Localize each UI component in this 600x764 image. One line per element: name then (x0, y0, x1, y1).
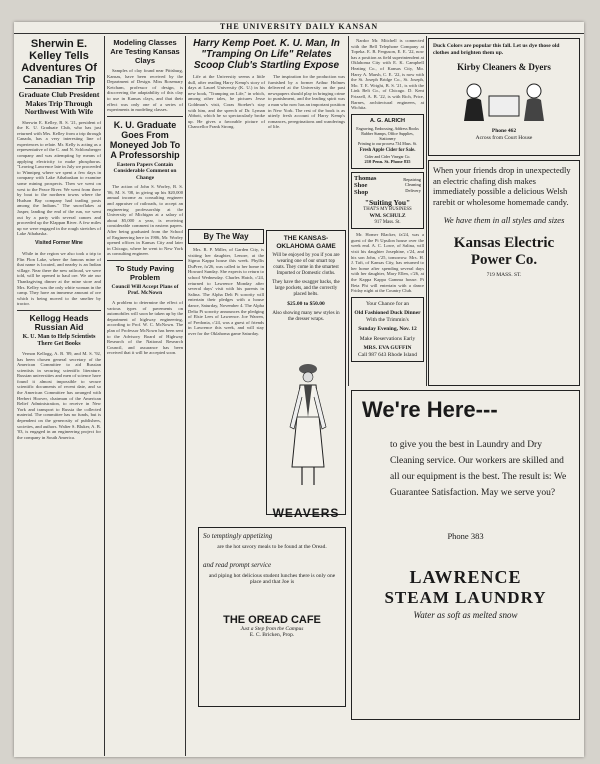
kelley-headline: Sherwin E. Kelley Tells Adventures Of Canadian Trip (21, 38, 97, 86)
kirby-name: Kirby Cleaners & Dyers (457, 62, 551, 72)
kelley-subhead-2: Visited Former Mine (35, 239, 83, 246)
shoe-name-2: Shoe (354, 181, 368, 189)
duck-dinner-line-1: Old Fashioned Duck Dinner (354, 310, 421, 317)
shoe-name-1: Thomas (354, 174, 377, 182)
paving-headline: To Study Paving Problem (115, 263, 175, 282)
weavers-name (266, 504, 346, 522)
shoe-suiting: "Suiting You" (364, 197, 411, 207)
cafe-line-2: and read prompt service (203, 560, 272, 569)
worley-headline: K. U. Graduate Goes From Moneyed Job To A Professorship (109, 119, 181, 160)
column-1 (17, 38, 101, 756)
duck-dinner-line-3: Sunday Evening, Nov. 12 (358, 326, 417, 333)
cafe-body-1: are the hot savory meals to be found at the Oread. (217, 544, 327, 550)
kirby-address: Across from Court House (475, 134, 533, 141)
alrich-ad (351, 114, 424, 169)
newspaper-page (14, 22, 584, 757)
kemp-headline: Harry Kemp Poet. K. U. Man, In "Tramping On Life" Relates Scoop Club's Startling Expose (193, 38, 340, 71)
electric-address: 719 MASS. ST. (486, 272, 522, 278)
by-the-way (188, 229, 264, 501)
weavers-price: $25.00 to $50.00 (287, 301, 325, 307)
shoe-business: THAT'S MY BUSINESS (363, 206, 412, 212)
laundry-body: to give you the best in Laundry and Dry Cleaning service. Our workers are skilled and all our equipment is the best. The result is: We Guarantee Satisfaction. May we serve you? (390, 440, 567, 498)
kelley-body-2: While in the region we also took a trip to Flin Flon Lake, where the famous mine of that name is located, and nearby is an Indian village. Near there the new railroad, we were told, will be opened to haul ore. We ate our Thanksgiving dinner at the mine store and Mrs. Kelley was the only white woman in the camp. They have an immense amount of ore which is being moved to the smelter by tractor. (17, 250, 101, 307)
kellogg-headline: Kellogg Heads Russian Aid (29, 312, 89, 332)
electric-tag: We have them in all styles and sizes (443, 215, 565, 225)
shoe-owner: WM. SCHULZ (369, 213, 406, 220)
laundry-tag: Water as soft as melted snow (413, 610, 518, 620)
weavers-body-3: Also showing many new styles in the dresser wraps. (272, 310, 340, 322)
alrich-line-1: Engraving, Embossing, Address Books (356, 125, 419, 131)
cafe-sub-1: Just a Step from the Campus (240, 625, 304, 632)
weavers-title: THE KANSAS-OKLAHOMA GAME (276, 235, 336, 250)
duck-dinner-line-4: Make Reservations Early (359, 335, 416, 342)
shoe-cleaning: Cleaning (404, 182, 421, 188)
weavers-body-2: They have the swagger backs, the large pockets, and the correctly placed belts. (272, 280, 340, 297)
by-the-way-body: Mrs. R. P. Miller, of Garden City, is visiting her daughter, Lenore, at the Sigma Kappa house this week. Phyllis DuPree, fa'26, was called to her home in Howard Sunday. She expects to return to school Wednesday. Charles Hatch, c'24, returned to Lawrence Monday after several days' visit with his parents in Salina. The Alpha Delt Pi sorority will entertain their pledges with a house dance, Saturday, November 4. The Alpha Delta Pi sorority announces the pledging of Elsie Lees of Lawrence. Joe Warren, of Fredonia, c'24, was a guest of friends in Lawrence this week, and will stay over for the Oklahoma game Saturday. (188, 247, 264, 336)
kirby-phone: Phone 462 (491, 128, 517, 134)
column-2 (107, 38, 183, 756)
laundry-phone: Phone 383 (447, 531, 484, 541)
kirby-cleaners-ad (428, 38, 580, 156)
column-4 (351, 38, 424, 386)
duck-dinner-title: Your Chance for an (366, 300, 409, 307)
oread-cafe-ad (198, 527, 346, 707)
cafe-name: THE OREAD CAFE (223, 613, 321, 626)
shoe-delivery: Delivery (405, 187, 421, 193)
cleaners-illustration (454, 76, 554, 126)
weavers-body: Will be enjoyed by you if you are wearing one of our smart top coats. They come in the smartest Imported or Domestic cloths. (272, 253, 340, 276)
by-the-way-title: By The Way (203, 232, 249, 241)
kemp-body-a: Life at the University seems a little dull, after reading Harry Kemp's story of days at Laurel University (K. U.) in his new book, "Tramping on Life," in which, among other tales, he pictures Jesse Goldman's visit, Coras Stoeker's stay with him, and the speech of Dr. Lyman Abbott, which he so spectacularly broke up. He gives a favorable picture of Chancellor Frank Strong. (188, 74, 265, 130)
coat-illustration (278, 357, 342, 492)
alrich-line-2: Rubber Stamps, Office Supplies, Stationery (361, 130, 414, 141)
cider-line-5: Cider and Cider Vinegar Co. (364, 154, 411, 160)
kirby-line-1: Duck Colors are popular this fall. Let us dye those old clothes and brighten them up. (433, 43, 560, 56)
shoe-address: 917 Mass. St. (374, 219, 401, 225)
weavers-name-text: WEAVERS (272, 506, 340, 520)
shoe-repairing: Repairing (403, 176, 421, 182)
duck-dinner-address: Call 987 643 Rhode Island (358, 351, 417, 358)
duck-dinner-ad (351, 297, 424, 363)
kelley-body: Sherwin E. Kelley, B. S. '21, president of the K. U. Graduate Club, who has just returned with Mrs. Kelley from a trip through Canada, has a very interesting line of experiences to relate. Mr. Kelly is acting as a representative of the C. and N. Schlossberger company and was attempting by means of applying electricity to make phosphorus. "Leaving Lawrence late in July we proceeded to Winnipeg where we spent a few days in company with Lake Athabaskan to examine some mining prospects. Then we went on west to the Peace River. We went from there by boat to the northern towns where the Hudson Bay company had trading posts among the Indians." The snowflakes at Jasper, landing the end of the run, we went out by a party with several canoes and proceeded up the Klappan River. A few miles up we were engaged in the rough stretches of Lake Athabaska. (17, 119, 101, 237)
laundry-name-1: LAWRENCE (409, 567, 522, 587)
electric-name-1: Kansas Electric (453, 235, 555, 251)
clay-headline: Modeling Classes Are Testing Kansas Clays (110, 38, 180, 65)
shoe-name-3: Shop (354, 188, 369, 196)
worley-subhead: Eastern Papers Contain Considerable Comment on Change (113, 161, 177, 181)
cider-line-4: Fresh Apple Cider for Sale. (359, 147, 416, 153)
laundry-ad (351, 390, 580, 720)
masthead: THE UNIVERSITY DAILY KANSAN (14, 22, 584, 34)
electric-name-2: Power Co. (470, 252, 538, 268)
cafe-line-1: So temptingly appetizing (203, 532, 273, 540)
kemp-body-b: The inspiration for the production was furnished by a former Arthur Holmes delivered at the University on the past newspapers should play in bringing crime to punishment, and the leading spirit was a man who now has an important position in New York. The rest of the book is as utterly fresh account of Harry Kemp's romances, peregrinations and wanderings of life. (268, 74, 345, 130)
kelley-subhead: Graduate Club President Makes Trip Through Northwest With Wife (18, 90, 100, 116)
worley-body: The action of John S. Worley, B. S. '06, M. S. '08, in giving up his $20,000 annual income as consulting engineer and appraiser of railroads, to accept an engineering professorship at the University of Michigan at a salary of about $5,000 a year, is receiving considerable comment in eastern papers. After being graduated from the School of Engineering here in 1906, Mr. Worley opened offices in Kansas City and later in Chicago, where he went to New York as consulting engineer. (107, 184, 183, 257)
cafe-body-2: and piping hot delicious student lunches there is only one place and that Joe is (208, 572, 336, 585)
kellogg-body: Vernon Kellogg, A. B. '89, and M. S. '92, has been chosen general secretary of the American Committee to aid Russian scientists in securing scientific literature. Russian universities and men of science have found it almost impossible to secure scientific documents of recent date, and so the American Committee has arranged with Herbert Hoover, chairman of the American Relief Administration, to receive in New York and transport to Russia the collected material. The committee has no funds, but is dependent on the generosity of publishers, societies, and authors. Walter S. Bluker, A. B. '03, is engaged in an engineering project for the company in South America. (17, 350, 101, 440)
thomas-shoe-ad (351, 172, 424, 230)
electric-body: When your friends drop in unexpectedly an electric chafing dish makes immediately possible a delicious Welsh rarebit or wholesome homemade candy. (433, 165, 571, 207)
cafe-sub-2: E. C. Bricken, Prop. (249, 632, 295, 638)
cider-line-6: 210 Penn. St. Phone 835 (364, 159, 411, 165)
paving-subhead: Council Will Accept Plans of Prof. McNown (111, 283, 179, 297)
alrich-line-3: Printing to our process 734 Mass. St. (357, 140, 418, 146)
kemp-story (188, 38, 345, 226)
society-notes: Mr. Homer Blacker, fa'24, was a guest of the Pi Upsilon house over the week end. A. C. Lowe, of Salina, will visit his daughter Josephine, c'24, and his son John, c'25, tomorrow. Mrs. H. J. Taft, of Kansas City, has returned to her home after spending several days with her daughter, Mary Ellen, c'26, at the Kappa Kappa Gamma house. Pi Beta Phi will entertain with a dance Friday night at the Country Club. (351, 232, 424, 294)
laundry-name-2: STEAM LAUNDRY (384, 588, 547, 607)
kansas-electric-ad (428, 160, 580, 386)
kellogg-subhead: K. U. Man to Help Scientists There Get Books (22, 333, 96, 347)
paving-body: A problem to determine the effect of various types of pavements on automobiles will soon be taken up by the department of highway engineering, according to Prof. W. C. McNown. The plan of Professor McNown has been sent to the Advisory Board of Highway Research of the National Research Council, and assurance has been received that it will be accepted soon. (107, 299, 183, 356)
duck-dinner-name: MRS. EVA GUFFIN (363, 345, 412, 352)
laundry-title: We're Here--- (362, 397, 498, 422)
clay-body: Samples of clay found near Pittsburg, Kansas, have been received by the Department of Design. Miss Rosemary Ketcham, professor of design, is discovering the adaptability of this clay to use in Kansas clays, and that their effect was only one of a series of experiments in modeling classes. (107, 68, 183, 113)
alumni-notes: Nardor Mr. Mitchell is connected with the Bell Telephone Company at Topeka. E. B. Ferguson, E. E. '22, now has a position as field superintendent at Oklahoma City with E. K. Campbell Heating Co., of Kansas City, Mo. Harry A. Marsh, C. E. '22, is now with the St. Joseph Bridge Co., St. Joseph, Mo. T. E. Wright, B. S. '21, is with the Link Belt Co., of Chicago. D. Kent Frizzell, A. B. '22, is with Rich, Price, Barnes, architectural engineers, at Wichita. (351, 38, 424, 111)
alrich-name: A. G. ALRICH (370, 117, 405, 124)
duck-dinner-line-2: With the Trimmin's (366, 316, 409, 323)
